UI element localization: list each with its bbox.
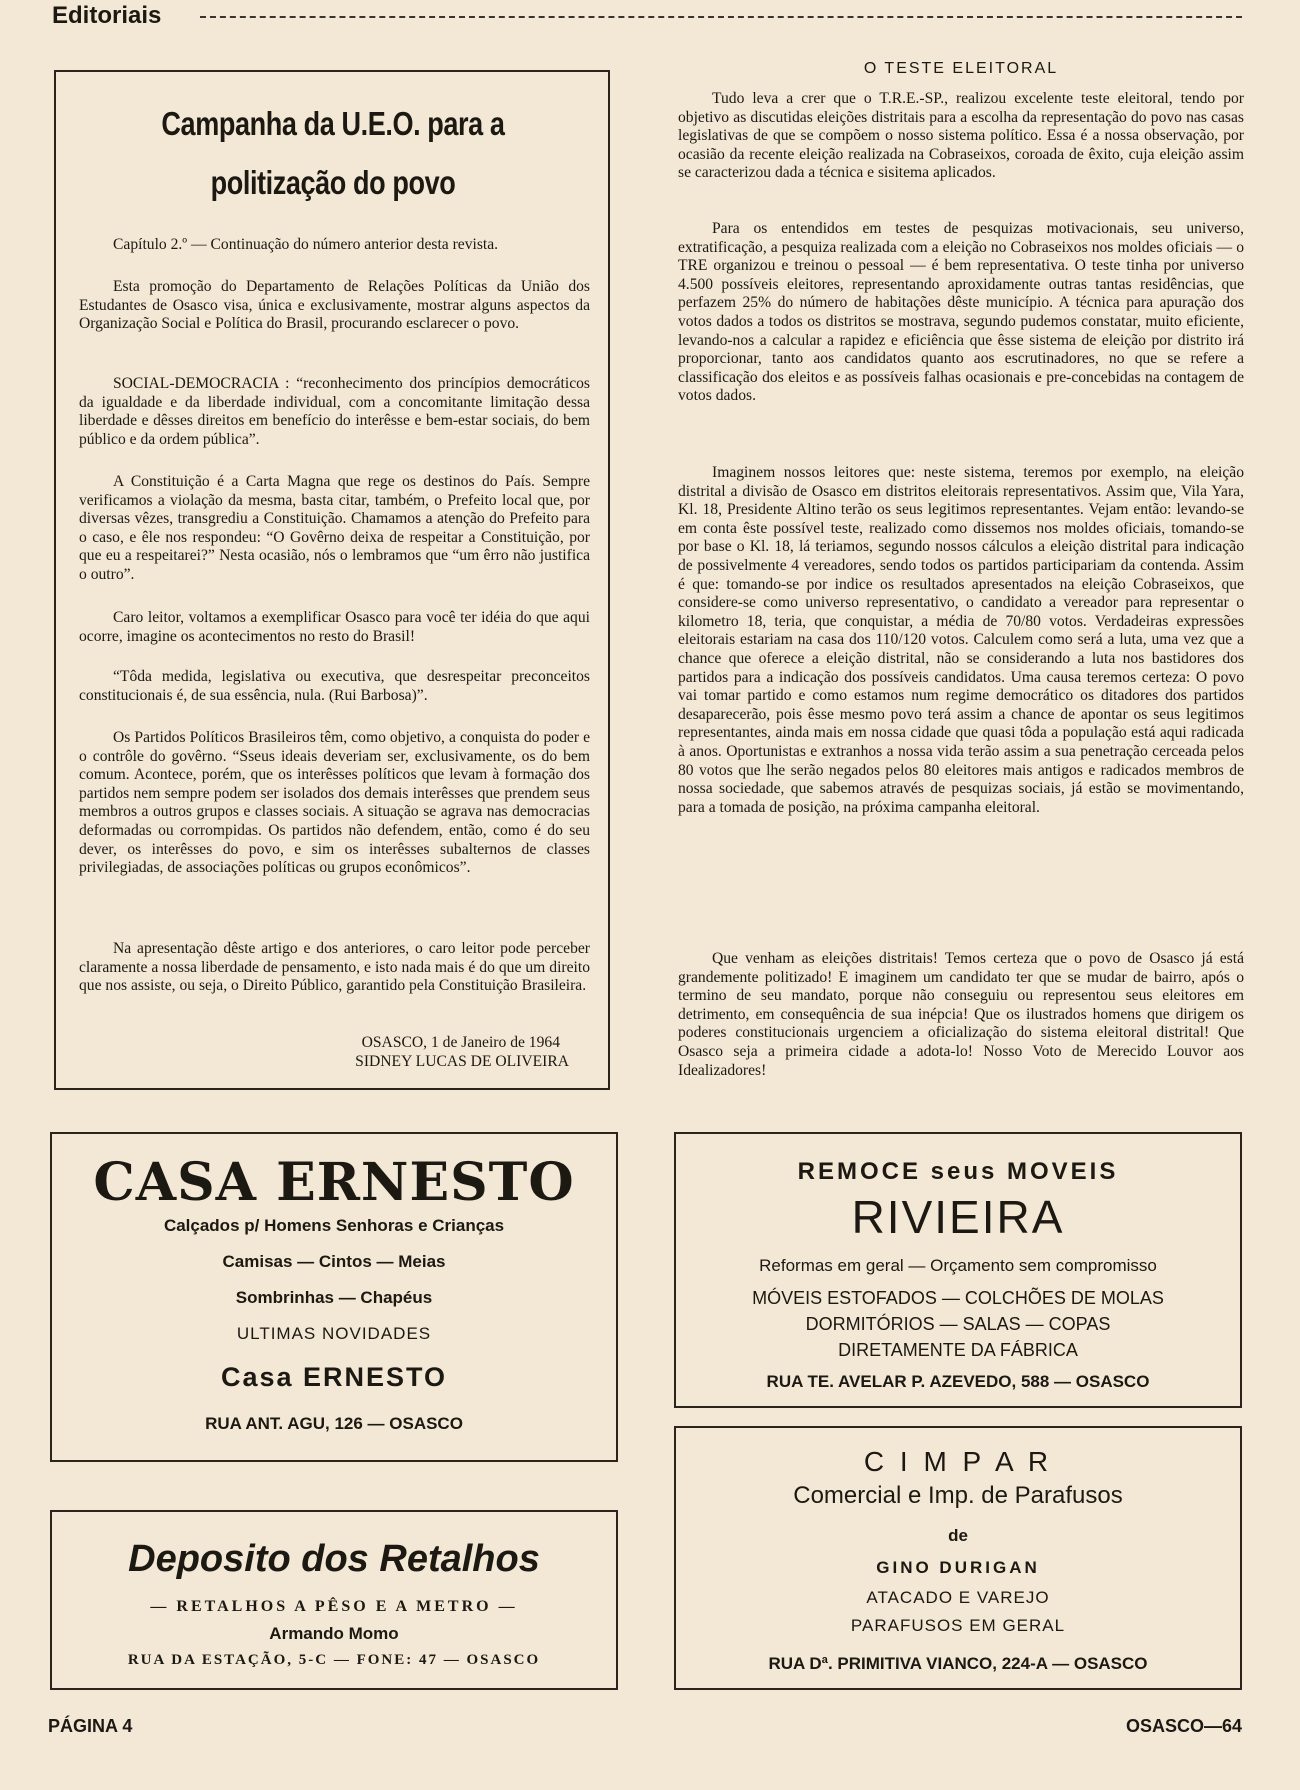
- article-paragraph: Esta promoção do Departamento de Relações Políticas da União dos Estudantes de Osasco visa, única e exclusivamente, mostrar alguns aspectos da Organização Social e Política do Brasil, procurando esclarecer o povo.: [79, 278, 590, 333]
- ad-cimpar: [674, 1426, 1242, 1690]
- article-title-line-1: Campanha da U.E.O. para a: [161, 105, 505, 142]
- article-paragraph: Que venham as eleições distritais! Temos certeza que o povo de Osasco já está grandemente politizado! E imaginem um candidato ter que se mudar de bairro, após o termino de seu mandato, porque não conseguiu ou representou seus eleitores em detrimento, em consequência de sua inépcia! Que os ilustrados homens que dirigem os poderes constitucionais urgenciem a oficialização do sistema eleitoral distrital! Que Osasco seja a primeira cidade a adota-lo! Nosso Voto de Merecido Louvor aos Idealizadores!: [678, 950, 1244, 1079]
- article-title: O TESTE ELEITORAL: [863, 60, 1059, 77]
- ad-line: Armando Momo: [269, 1624, 399, 1643]
- article-paragraph: Para os entendidos em testes de pesquizas motivacionais, seu universo, extratificação, a pesquiza realizada com a eleição no Cobraseixos nos moldes oficiais — o TRE organizou e treinou o pessoal — é bem representativa. O teste tinha por universo 4.500 possíveis eleitores, representando aproxidamente outras tantas residências, que perfazem 25% do número de habitações dêste município. A técnica para apuração dos votos dados a todos os distritos se mostrava, segundo pudemos constatar, muito eficiente, levando-nos a calcular a rapidez e eficiência que êsse sistema de eleição por distrito irá proporcionar, tanto aos candidatos quanto aos escrutinadores, no que se refere a classificação dos eleitos e as possíveis falhas ocasionais e pre-concebidas na contagem de votos dados.: [678, 220, 1244, 405]
- ad-line: Reformas em geral — Orçamento sem compromisso: [759, 1256, 1157, 1275]
- ad-address: RUA DA ESTAÇÃO, 5-C — FONE: 47 — OSASCO: [127, 1652, 541, 1668]
- article-paragraph: Imaginem nossos leitores que: neste sistema, teremos por exemplo, na eleição distrital a divisão de Osasco em distritos eleitorais representativos. Assim que, Vila Yara, Kl. 18, Presidente Altino terão os seus legitimos representantes. Vejam então: levando-se em conta êste possível teste, realizado como dissemos nos moldes oficiais, tomando-se por base o Kl. 18, lá teriamos, segundo nossos cálculos a eleição distrital para indicação de possivelmente 4 vereadores, sendo todos os partidos participariam da contenda. Assim é que: tomando-se por indice os resultados apresentados na eleição Cobraseixos, que considere-se como universo representativo, o candidato a vereador para representar o kilometro 18, teria, que conquistar, a média de 70/80 votos. Verdadeiras expressões eleitorais estariam na casa dos 110/120 votos. Calculem como será a luta, uma vez que a chance que oferece a eleição distrital, não se considerando a luta nos bastidores dos partidos para a indicação dos possíveis candidatos. Uma causa teremos certeza: O povo vai tomar partido e como estamos num regime democrático os ditadores dos partidos desaparecerão, pois êsse mesmo povo terá assim a chance de apontar os seus legitimos representantes, ainda mais em nossa cidade que quasi tôda a população está aqui radicada à anos. Oportunistas e extranhos a nossa vida terão assim a sua penetração cerceada pelos 80 votos que lhe serão negados pelos 80 eleitores mais antigos e radicados membros de nossa sociedade, que sabemos através de pesquizas sociais, já estão se movimentando, para a tomada de posição, na próxima campanha eleitoral.: [678, 464, 1244, 816]
- ad-line: de: [948, 1526, 968, 1545]
- ad-line: ULTIMAS NOVIDADES: [236, 1324, 432, 1343]
- article-paragraph: Tudo leva a crer que o T.R.E.-SP., realizou excelente teste eleitoral, tendo por objetivo as discutidas eleições distritais para a escolha da representação do povo nas casas legislativas de que se compõem o nosso sistema político. Essa é a nossa observação, por ocasião da recente eleição realizada na Cobraseixos, coroada de êxito, cuja eleição assim se caracterizou dada a técnica e sisitema aplicados.: [678, 90, 1244, 182]
- ad-line: ATACADO E VAREJO: [866, 1588, 1050, 1607]
- ad-title: C I M P A R: [863, 1446, 1053, 1477]
- ad-line: MÓVEIS ESTOFADOS — COLCHÕES DE MOLAS: [752, 1288, 1164, 1308]
- ad-line: DIRETAMENTE DA FÁBRICA: [838, 1340, 1078, 1360]
- ad-line: Sombrinhas — Chapéus: [235, 1288, 433, 1307]
- ad-title: CASA ERNESTO: [93, 1152, 575, 1213]
- article-paragraph: Capítulo 2.º — Continuação do número anterior desta revista.: [113, 236, 499, 253]
- ad-line: REMOCE seus MOVEIS: [797, 1158, 1119, 1185]
- ad-deposito-retalhos: [50, 1510, 618, 1690]
- header-divider: [200, 16, 1242, 18]
- article-paragraph: Os Partidos Políticos Brasileiros têm, como objetivo, a conquista do poder e o contrôle do govêrno. “Sseus ideais deveriam ser, exclusivamente, os do bem comum. Acontece, porém, que os interêsses políticos que levam à formação dos partidos nem sempre podem ser isolados dos demais interêsses que prendem seus membros a outros grupos e classes sociais. A situação se agrava nas democracias deformadas ou corrompidas. Os partidos não defendem, então, como é do seu dever, os interêsses do povo, e sim os interêsses subalternos de classes privilegiadas, de associações políticas ou grupos econômicos”.: [79, 729, 590, 877]
- ad-line: Calçados p/ Homens Senhoras e Crianças: [163, 1216, 505, 1235]
- ad-line: Camisas — Cintos — Meias: [222, 1252, 446, 1271]
- article-paragraph: SOCIAL-DEMOCRACIA : “reconhecimento dos princípios democráticos da igualdade e da liberdade individual, com a concomitante limitação dessa liberdade e dêsses direitos em benefício do interêsse e bem-estar sociais, do bem público e da ordem pública”.: [79, 375, 590, 448]
- ad-rivieira: [674, 1132, 1242, 1408]
- article-title-line-2: politização do povo: [210, 164, 456, 201]
- section-title: Editoriais: [52, 2, 162, 29]
- ad-casa-ernesto: [50, 1132, 618, 1462]
- ad-title: RIVIEIRA: [851, 1191, 1065, 1243]
- ad-address: RUA Dª. PRIMITIVA VIANCO, 224-A — OSASCO: [768, 1654, 1148, 1673]
- ad-line: DORMITÓRIOS — SALAS — COPAS: [805, 1314, 1111, 1334]
- ad-line: Comercial e Imp. de Parafusos: [793, 1482, 1123, 1509]
- article-author: SIDNEY LUCAS DE OLIVEIRA: [355, 1053, 569, 1070]
- publication-issue: OSASCO—64: [1125, 1716, 1242, 1736]
- ad-brand: Casa ERNESTO: [220, 1362, 448, 1392]
- article-paragraph: “Tôda medida, legislativa ou executiva, que desrespeitar preconceitos constitucionais é, de sua essência, nula. (Rui Barbosa)”.: [79, 668, 590, 704]
- ad-line: — RETALHOS A PÊSO E A METRO —: [150, 1598, 518, 1615]
- article-paragraph: Caro leitor, voltamos a exemplificar Osasco para você ter idéia do que aqui ocorre, imagine os acontecimentos no resto do Brasil!: [79, 609, 590, 645]
- page-number: PÁGINA 4: [48, 1716, 133, 1736]
- ad-line: PARAFUSOS EM GERAL: [850, 1616, 1066, 1635]
- article-paragraph: Na apresentação dêste artigo e dos anteriores, o caro leitor pode perceber claramente a nossa liberdade de pensamento, e isto nada mais é do que um direito que nos assiste, ou seja, o Direito Público, garantido pela Constituição Brasileira.: [79, 940, 590, 995]
- ad-address: RUA ANT. AGU, 126 — OSASCO: [205, 1414, 463, 1433]
- article-date: OSASCO, 1 de Janeiro de 1964: [361, 1034, 560, 1051]
- ad-title: Deposito dos Retalhos: [128, 1538, 540, 1580]
- article-paragraph: A Constituição é a Carta Magna que rege os destinos do País. Sempre verificamos a violação da mesma, basta citar, também, o Prefeito local que, por diversas vêzes, transgrediu a Constituição. Chamamos a atenção do Prefeito para o caso, e êle nos respondeu: “O Govêrno deixa de respeitar a Constituição, por que eu a respeitarei?” Nesta ocasião, nós o lembramos que “um êrro não justifica o outro”.: [79, 473, 590, 583]
- ad-address: RUA TE. AVELAR P. AZEVEDO, 588 — OSASCO: [766, 1372, 1150, 1391]
- ad-owner: GINO DURIGAN: [876, 1558, 1040, 1577]
